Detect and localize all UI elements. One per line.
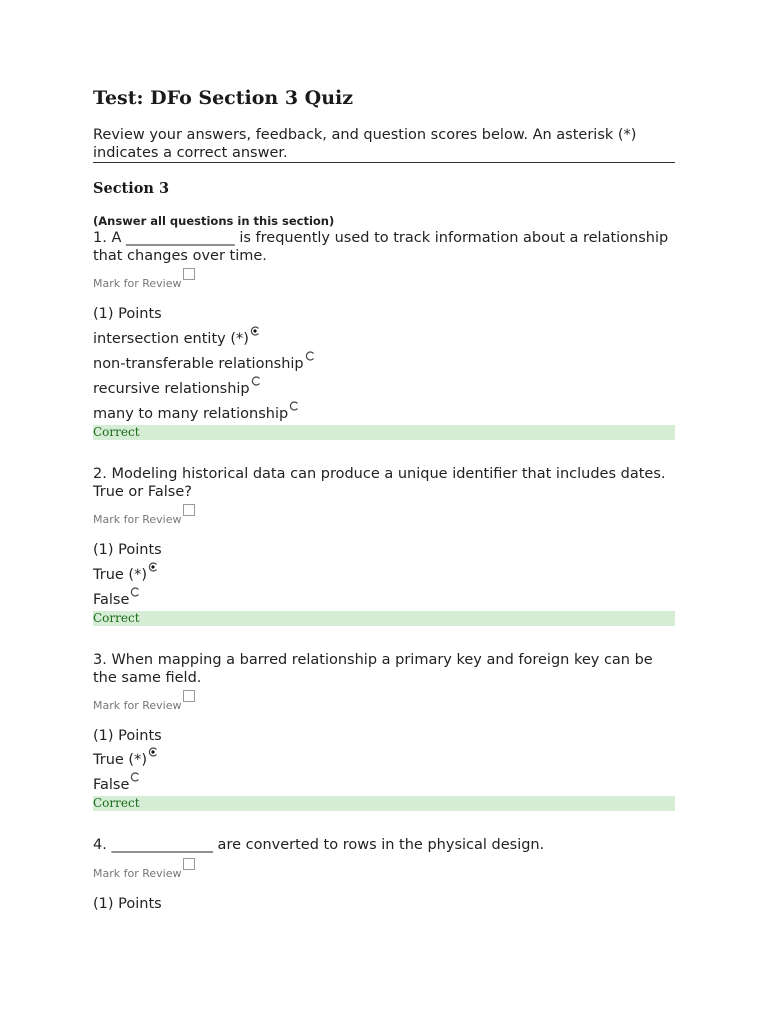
mark-for-review-checkbox[interactable] [183, 268, 195, 280]
option-label: True (*) [93, 567, 147, 583]
page-title: Test: DFo Section 3 Quiz [93, 87, 354, 109]
question-1-option-1[interactable] [93, 331, 260, 347]
question-3-text: 3. When mapping a barred relationship a primary key and foreign key can be the same field. [93, 652, 653, 686]
radio-unselected-icon[interactable] [130, 772, 140, 782]
option-label: non-transferable relationship [93, 356, 304, 372]
radio-unselected-icon[interactable] [130, 587, 140, 597]
mark-for-review-checkbox[interactable] [183, 504, 195, 516]
section-title: Section 3 [93, 180, 170, 197]
radio-unselected-icon[interactable] [289, 401, 299, 411]
question-1-option-3[interactable] [93, 381, 261, 397]
option-label: True (*) [93, 752, 147, 768]
intro-text: Review your answers, feedback, and question scores below. An asterisk (*) indicates a correct answer. [93, 126, 675, 163]
mark-for-review-checkbox[interactable] [183, 690, 195, 702]
radio-selected-icon[interactable] [250, 326, 260, 336]
radio-selected-icon[interactable] [148, 747, 158, 757]
question-2-option-2[interactable] [93, 592, 140, 608]
question-2-result: Correct [93, 611, 675, 626]
mark-for-review-label: Mark for Review [93, 699, 182, 712]
radio-selected-icon[interactable] [148, 562, 158, 572]
question-3-result: Correct [93, 796, 675, 811]
question-4-points: (1) Points [93, 896, 162, 912]
radio-unselected-icon[interactable] [305, 351, 315, 361]
question-1-mark-for-review[interactable] [93, 275, 195, 290]
question-3-mark-for-review[interactable] [93, 697, 195, 712]
question-3-option-2[interactable] [93, 777, 140, 793]
question-3-points: (1) Points [93, 728, 162, 744]
question-1-option-2[interactable] [93, 356, 315, 372]
question-1-result: Correct [93, 425, 675, 440]
question-2-text: 2. Modeling historical data can produce a unique identifier that includes dates. True or False? [93, 466, 666, 500]
option-label: False [93, 592, 130, 608]
question-2-option-1[interactable] [93, 567, 158, 583]
question-4-text: 4. ______________ are converted to rows in the physical design. [93, 837, 545, 853]
section-instructions: (Answer all questions in this section) [93, 214, 335, 228]
question-1-text: 1. A _______________ is frequently used to track information about a relationship that changes over time. [93, 230, 669, 264]
question-3-option-1[interactable] [93, 752, 158, 768]
option-label: False [93, 777, 130, 793]
mark-for-review-label: Mark for Review [93, 513, 182, 526]
question-2-mark-for-review[interactable] [93, 511, 195, 526]
radio-unselected-icon[interactable] [251, 376, 261, 386]
mark-for-review-label: Mark for Review [93, 277, 182, 290]
option-label: intersection entity (*) [93, 331, 249, 347]
mark-for-review-label: Mark for Review [93, 867, 182, 880]
question-1-option-4[interactable] [93, 406, 299, 422]
option-label: recursive relationship [93, 381, 250, 397]
question-1-points: (1) Points [93, 306, 162, 322]
question-2-points: (1) Points [93, 542, 162, 558]
option-label: many to many relationship [93, 406, 289, 422]
mark-for-review-checkbox[interactable] [183, 858, 195, 870]
question-4-mark-for-review[interactable] [93, 865, 195, 880]
